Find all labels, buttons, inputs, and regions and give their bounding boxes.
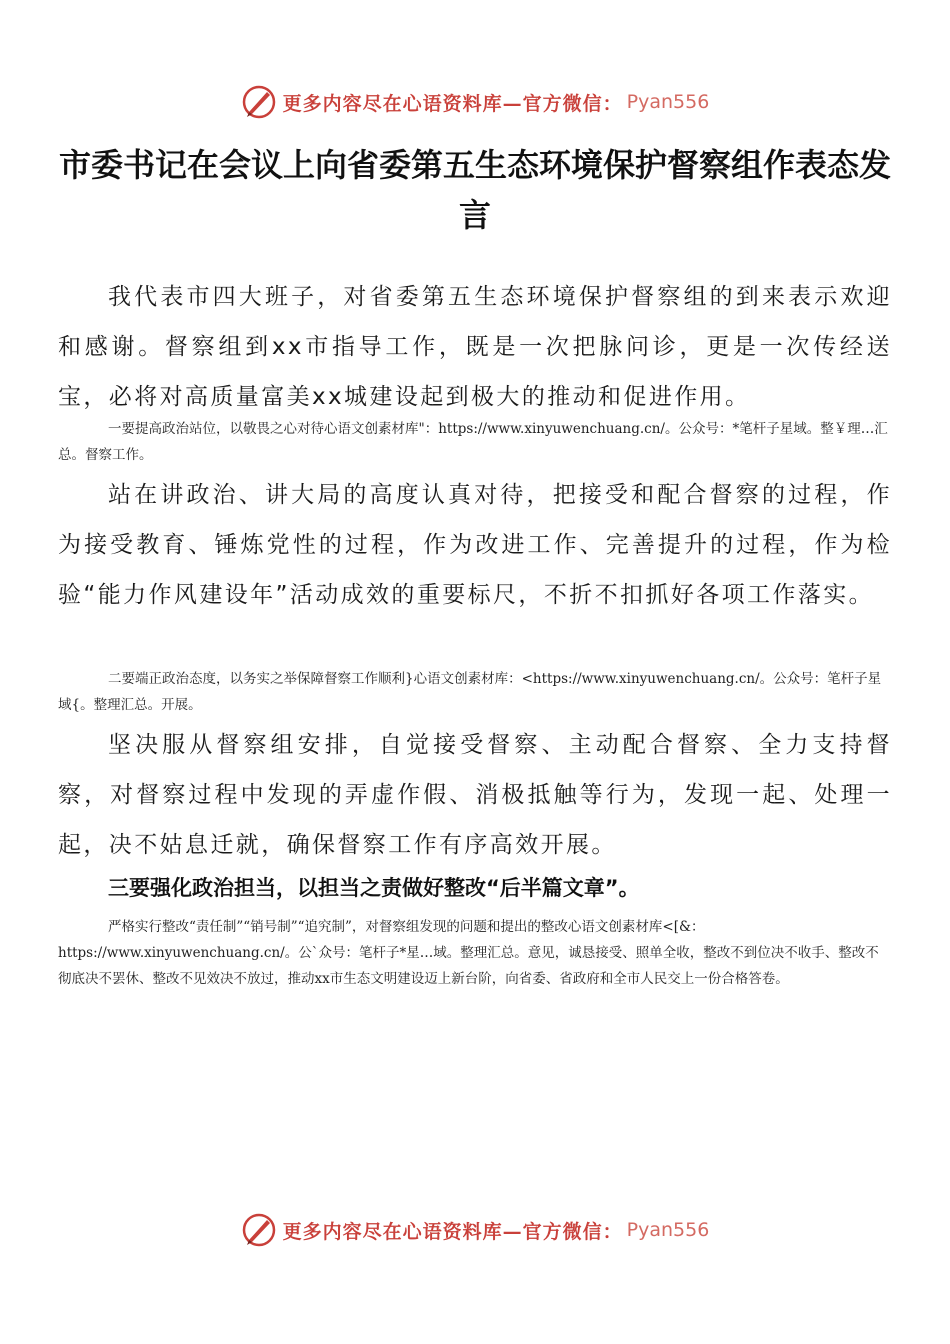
header-watermark-banner bbox=[0, 80, 950, 124]
banner-text: 更多内容尽在心语资料库—官方微信： bbox=[282, 1220, 623, 1243]
banner-text: 更多内容尽在心语资料库—官方微信： bbox=[282, 92, 623, 115]
banner-wechat-id: Pyan556 bbox=[626, 1219, 710, 1241]
quill-logo-icon bbox=[241, 84, 277, 120]
section-3-note: 严格实行整改“责任制”“销号制”“追究制”，对督察组发现的问题和提出的整改心语文创素材库<[&：https://www.xinyuwenchuang.cn/。公`众号：笔杆子*星…域。整理汇总。意见，诚恳接受、照单全收，整改不到位决不收手、整改不彻底决不罢休、整改不见效决不放过，推动xx市生态文明建设迈上新台阶，向省委、省政府和全市人民交上一份合格答卷。 bbox=[58, 919, 879, 987]
paragraph-1: 我代表市四大班子，对省委第五生态环境保护督察组的到来表示欢迎和感谢。督察组到xx市指导工作，既是一次把脉问诊，更是一次传经送宝，必将对高质量富美xx城建设起到极大的推动和促进作用。 bbox=[58, 284, 892, 410]
paragraph-3: 坚决服从督察组安排，自觉接受督察、主动配合督察、全力支持督察，对督察过程中发现的弄虚作假、消极抵触等行为，发现一起、处理一起，决不姑息迁就，确保督察工作有序高效开展。 bbox=[58, 732, 892, 858]
quill-logo-icon bbox=[241, 1212, 277, 1248]
section-3-heading: 三要强化政治担当，以担当之责做好整改“后半篇文章”。 bbox=[108, 876, 640, 900]
page-title: 市委书记在会议上向省委第五生态环境保护督察组作表态发言 bbox=[58, 146, 891, 234]
section-2-note: 二要端正政治态度，以务实之举保障督察工作顺利}心语文创素材库：<https://www.xinyuwenchuang.cn/。公众号：笔杆子星域{。整理汇总。开展。 bbox=[58, 671, 882, 713]
paragraph-2: 站在讲政治、讲大局的高度认真对待，把接受和配合督察的过程，作为接受教育、锤炼党性的过程，作为改进工作、完善提升的过程，作为检验“能力作风建设年”活动成效的重要标尺，不折不扣抓好各项工作落实。 bbox=[58, 482, 892, 608]
footer-watermark-banner bbox=[0, 1208, 950, 1252]
banner-wechat-id: Pyan556 bbox=[626, 91, 710, 113]
section-1-note: 一要提高政治站位，以敬畏之心对待心语文创素材库"：https://www.xinyuwenchuang.cn/。公众号：*笔杆子星域。整￥理…汇总。督察工作。 bbox=[58, 421, 888, 463]
